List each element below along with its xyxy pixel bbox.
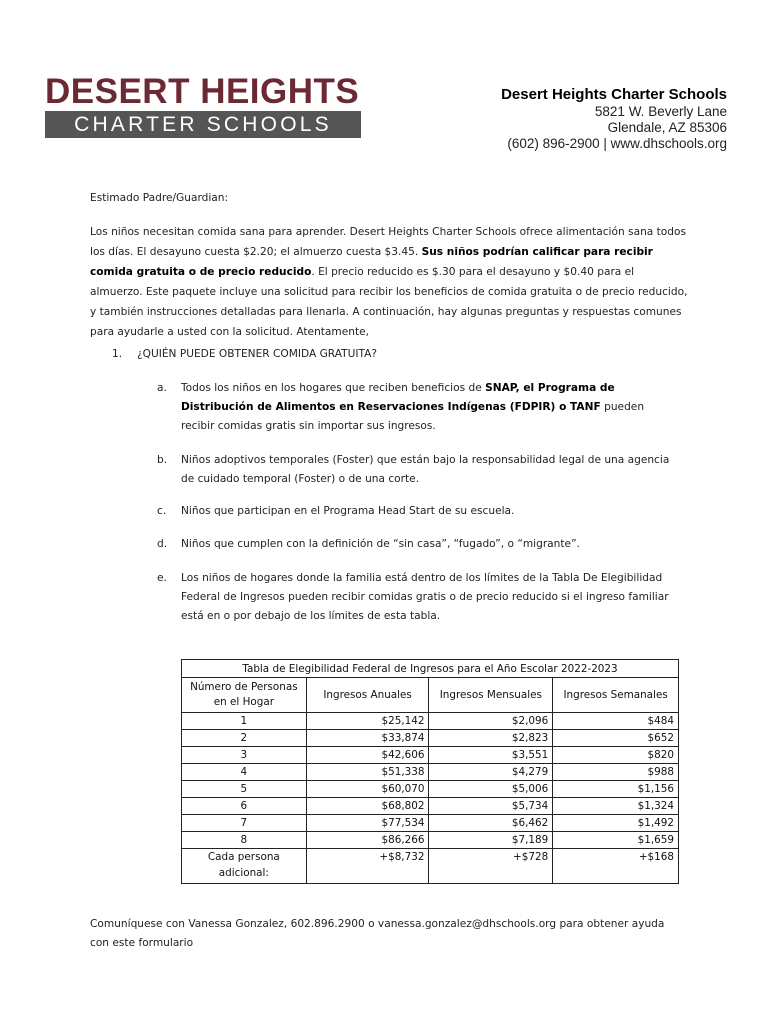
list-letter: e. <box>157 572 167 584</box>
table-cell: $1,324 <box>553 798 679 815</box>
table-cell: $1,156 <box>553 781 679 798</box>
table-cell: $2,096 <box>429 713 553 730</box>
table-cell: $77,534 <box>306 815 429 832</box>
table-cell: 8 <box>182 832 307 849</box>
table-cell: 2 <box>182 730 307 747</box>
table-row <box>182 798 679 815</box>
table-cell: 4 <box>182 764 307 781</box>
column-header: Ingresos Semanales <box>553 678 679 713</box>
table-cell: $7,189 <box>429 832 553 849</box>
income-eligibility-table <box>181 659 679 884</box>
address-street: 5821 W. Beverly Lane <box>594 104 727 119</box>
list-text: Niños adoptivos temporales (Foster) que están bajo la responsabilidad legal de una agencia de cuidado temporal (Foster) o de una corte. <box>181 454 670 485</box>
question-1-heading <box>112 348 377 360</box>
intro-text-2: . El precio reducido es $.30 para el desayuno y $0.40 para el almuerzo. Este paquete incluye una solicitud para recibir los beneficios de comida gratuita o de precio reducido, y también instrucciones detalladas para llenarla. A continuación, hay algunas preguntas y respuestas comunes para ayudarle a usted con la solicitud. Atentamente, <box>90 266 688 338</box>
table-cell: +$168 <box>553 849 679 884</box>
table-cell: $1,659 <box>553 832 679 849</box>
letterhead-address <box>501 86 727 152</box>
table-cell: 7 <box>182 815 307 832</box>
table-cell: 5 <box>182 781 307 798</box>
table-cell: $68,802 <box>306 798 429 815</box>
column-header: Número de Personas en el Hogar <box>182 678 307 713</box>
table-cell: +$8,732 <box>306 849 429 884</box>
table-cell: $6,462 <box>429 815 553 832</box>
intro-text-1: Los niños necesitan comida sana para aprender. Desert Heights Charter Schools ofrece alimentación sana todos los días. El desayuno cuesta $2.20; el almuerzo cuesta $3.45. <box>90 226 687 258</box>
table-title: Tabla de Elegibilidad Federal de Ingresos para el Año Escolar 2022-2023 <box>182 660 679 678</box>
help-contact-note: Comuníquese con Vanessa Gonzalez, 602.896.2900 o vanessa.gonzalez@dhschools.org para obtener ayuda con este formulario <box>90 918 665 949</box>
question-title: ¿QUIÉN PUEDE OBTENER COMIDA GRATUITA? <box>137 348 378 360</box>
table-cell: $25,142 <box>306 713 429 730</box>
table-cell: 3 <box>182 747 307 764</box>
table-cell: +$728 <box>429 849 553 884</box>
table-row <box>182 815 679 832</box>
list-text: Todos los niños en los hogares que reciben beneficios de SNAP, el Programa de Distribución de Alimentos en Reservaciones Indígenas (FDPIR) o TANF pueden recibir comidas gratis sin importar sus ingresos. <box>181 382 645 432</box>
table-row <box>182 713 679 730</box>
table-cell: $42,606 <box>306 747 429 764</box>
list-letter: a. <box>157 382 167 394</box>
table-cell: $820 <box>553 747 679 764</box>
table-cell: $484 <box>553 713 679 730</box>
table-cell: $4,279 <box>429 764 553 781</box>
table-cell: $3,551 <box>429 747 553 764</box>
list-item-a <box>157 379 677 436</box>
table-cell: $33,874 <box>306 730 429 747</box>
address-city: Glendale, AZ 85306 <box>607 120 727 135</box>
column-header: Ingresos Anuales <box>306 678 429 713</box>
table-cell: Cada persona adicional: <box>182 849 307 884</box>
intro-paragraph <box>90 222 690 342</box>
address-contact: (602) 896-2900 | www.dhschools.org <box>507 136 727 151</box>
logo-wordmark-top: DESERT HEIGHTS <box>45 72 360 111</box>
question-number: 1. <box>112 348 123 360</box>
column-header: Ingresos Mensuales <box>429 678 553 713</box>
list-item-b <box>157 451 677 489</box>
list-text: Los niños de hogares donde la familia está dentro de los límites de la Tabla De Elegibilidad Federal de Ingresos pueden recibir comidas gratis o de precio reducido si el ingreso familiar está en o por debajo de los límites de esta tabla. <box>181 572 669 622</box>
intro-text-bold: Sus niños podrían calificar para recibir comida gratuita o de precio reducido <box>90 246 653 278</box>
table-cell: $988 <box>553 764 679 781</box>
list-item-d <box>157 535 677 554</box>
list-text: Niños que participan en el Programa Head Start de su escuela. <box>181 505 515 517</box>
list-item-c <box>157 502 677 521</box>
table-cell: $2,823 <box>429 730 553 747</box>
table-cell: 1 <box>182 713 307 730</box>
table-cell: $51,338 <box>306 764 429 781</box>
org-name: Desert Heights Charter Schools <box>501 86 727 103</box>
table-row <box>182 730 679 747</box>
table-cell: $60,070 <box>306 781 429 798</box>
table-cell: $5,734 <box>429 798 553 815</box>
list-text: Niños que cumplen con la definición de “sin casa”, “fugado”, o “migrante”. <box>181 538 580 550</box>
table-cell: 6 <box>182 798 307 815</box>
greeting: Estimado Padre/Guardian: <box>90 192 229 204</box>
list-item-e <box>157 569 677 626</box>
table-cell: $5,006 <box>429 781 553 798</box>
table-cell: $86,266 <box>306 832 429 849</box>
table-row <box>182 832 679 849</box>
table-cell: $652 <box>553 730 679 747</box>
table-row <box>182 764 679 781</box>
table-row <box>182 849 679 884</box>
list-letter: d. <box>157 538 168 550</box>
list-letter: c. <box>157 505 167 517</box>
school-logo <box>45 72 361 138</box>
table-row <box>182 781 679 798</box>
table-cell: $1,492 <box>553 815 679 832</box>
list-letter: b. <box>157 454 168 466</box>
table-row <box>182 747 679 764</box>
logo-wordmark-bottom: CHARTER SCHOOLS <box>45 111 361 138</box>
